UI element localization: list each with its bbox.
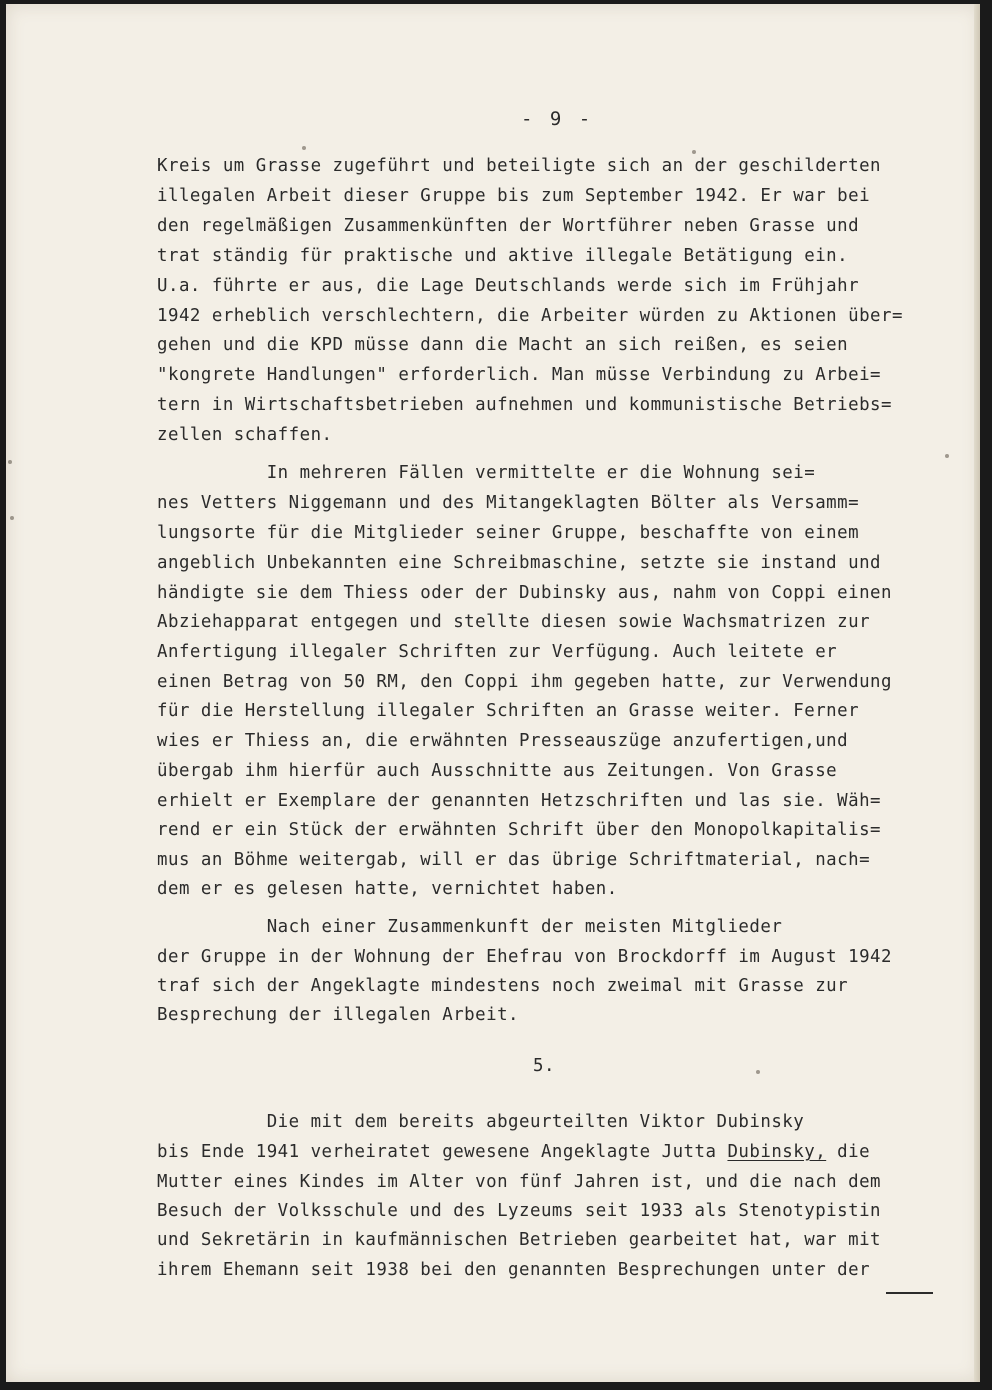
page-edge <box>974 4 980 1382</box>
paper-speck <box>756 1070 760 1074</box>
document-page <box>6 4 980 1382</box>
text-line: einen Betrag von 50 RM, den Coppi ihm gegeben hatte, zur Verwendung <box>157 672 892 692</box>
text-segment: bis Ende 1941 verheiratet gewesene Angeklagte Jutta <box>157 1142 728 1162</box>
paper-speck <box>692 150 696 154</box>
text-line: U.a. führte er aus, die Lage Deutschlands werde sich im Frühjahr <box>157 276 860 296</box>
text-line: händigte sie dem Thiess oder der Dubinsky aus, nahm von Coppi einen <box>157 583 892 603</box>
text-line: Nach einer Zusammenkunft der meisten Mitglieder <box>157 917 783 937</box>
paper-speck <box>10 516 14 520</box>
text-line: illegalen Arbeit dieser Gruppe bis zum September 1942. Er war bei <box>157 186 871 206</box>
text-line: gehen und die KPD müsse dann die Macht an sich reißen, es seien <box>157 335 849 355</box>
text-line: zellen schaffen. <box>157 425 333 445</box>
text-segment: die <box>826 1142 871 1162</box>
text-line: Mutter eines Kindes im Alter von fünf Jahren ist, und die nach dem <box>157 1172 882 1192</box>
text-line: tern in Wirtschaftsbetrieben aufnehmen und kommunistische Betriebs= <box>157 395 892 415</box>
text-line: Die mit dem bereits abgeurteilten Viktor Dubinsky <box>157 1112 805 1132</box>
text-line: Kreis um Grasse zugeführt und beteiligte sich an der geschilderten <box>157 156 882 176</box>
text-line: wies er Thiess an, die erwähnten Presseauszüge anzufertigen,und <box>157 731 849 751</box>
text-line: übergab ihm hierfür auch Ausschnitte aus Zeitungen. Von Grasse <box>157 761 838 781</box>
text-line: Anfertigung illegaler Schriften zur Verfügung. Auch leitete er <box>157 642 838 662</box>
page-number: - 9 - <box>521 108 594 130</box>
paper-speck <box>302 146 306 150</box>
text-line: ihrem Ehemann seit 1938 bei den genannten Besprechungen unter der <box>157 1260 871 1280</box>
text-line: 1942 erheblich verschlechtern, die Arbeiter würden zu Aktionen über= <box>157 306 903 326</box>
text-line: mus an Böhme weitergab, will er das übrige Schriftmaterial, nach= <box>157 850 871 870</box>
section-number: 5. <box>533 1056 555 1076</box>
text-line: der Gruppe in der Wohnung der Ehefrau von Brockdorff im August 1942 <box>157 947 892 967</box>
text-line: erhielt er Exemplare der genannten Hetzschriften und las sie. Wäh= <box>157 791 882 811</box>
text-line: "kongrete Handlungen" erforderlich. Man müsse Verbindung zu Arbei= <box>157 365 882 385</box>
text-line: Besuch der Volksschule und des Lyzeums seit 1933 als Stenotypistin <box>157 1201 882 1221</box>
underlined-surname: Dubinsky, <box>727 1142 827 1162</box>
text-line-with-underlined-name <box>157 1138 870 1166</box>
text-line: angeblich Unbekannten eine Schreibmaschine, setzte sie instand und <box>157 553 882 573</box>
text-line: für die Herstellung illegaler Schriften an Grasse weiter. Ferner <box>157 701 860 721</box>
text-line: rend er ein Stück der erwähnten Schrift über den Monopolkapitalis= <box>157 820 882 840</box>
text-line: In mehreren Fällen vermittelte er die Wohnung sei= <box>157 463 816 483</box>
paper-speck <box>8 460 12 464</box>
continuation-rule <box>886 1292 933 1294</box>
text-line: den regelmäßigen Zusammenkünften der Wortführer neben Grasse und <box>157 216 860 236</box>
text-line: nes Vetters Niggemann und des Mitangeklagten Bölter als Versamm= <box>157 493 860 513</box>
text-line: dem er es gelesen hatte, vernichtet haben. <box>157 879 618 899</box>
text-line: Abziehapparat entgegen und stellte diesen sowie Wachsmatrizen zur <box>157 612 871 632</box>
text-line: Besprechung der illegalen Arbeit. <box>157 1005 520 1025</box>
text-line: und Sekretärin in kaufmännischen Betrieben gearbeitet hat, war mit <box>157 1230 882 1250</box>
text-line: traf sich der Angeklagte mindestens noch zweimal mit Grasse zur <box>157 976 849 996</box>
text-line: lungsorte für die Mitglieder seiner Gruppe, beschaffte von einem <box>157 523 860 543</box>
text-line: trat ständig für praktische und aktive illegale Betätigung ein. <box>157 246 849 266</box>
paper-speck <box>945 454 949 458</box>
